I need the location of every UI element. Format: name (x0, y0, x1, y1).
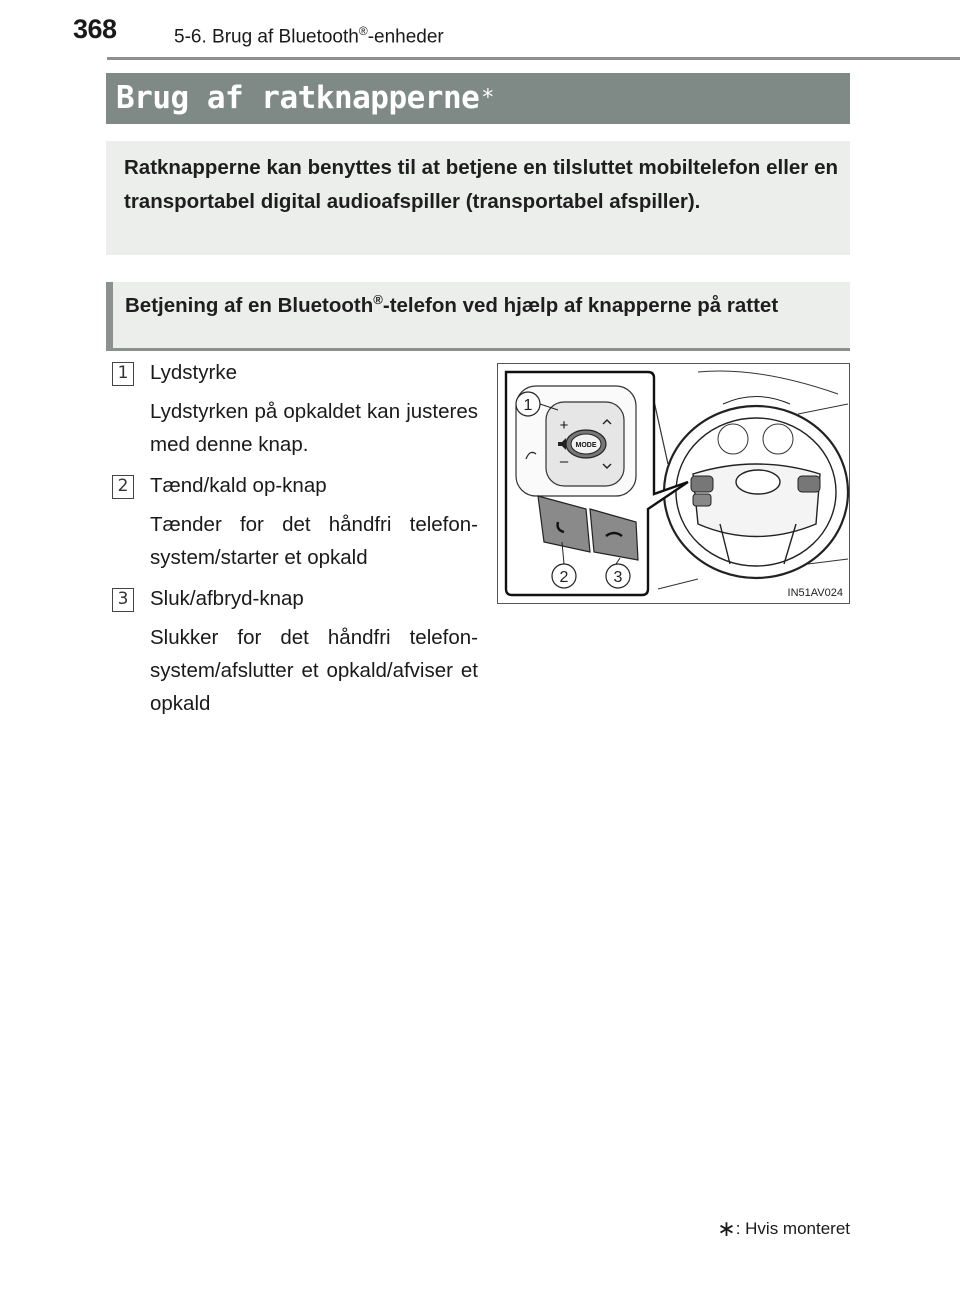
subsection-header (106, 282, 850, 350)
asterisk-icon: ∗ (481, 81, 495, 106)
mode-label: MODE (575, 442, 597, 449)
callout-1: 1 (523, 397, 533, 414)
minus-label: – (559, 453, 569, 470)
asterisk-icon: ∗ (717, 1216, 736, 1241)
page-title: Brug af ratknapperne∗ (116, 80, 495, 116)
page-header (0, 0, 960, 60)
button-list (112, 356, 478, 728)
intro-box (106, 141, 850, 255)
header-divider (107, 57, 960, 60)
item-label: Sluk/afbryd-knap (150, 587, 304, 610)
figure-code: IN51AV024 (787, 587, 843, 599)
item-description: Tænder for det håndfri telefonsystem/starter et opkald (150, 513, 478, 569)
item-label: Lydstyrke (150, 361, 237, 384)
subsection-title: Betjening af en Bluetooth®-telefon ved hjælp af knapperne på rattet (125, 292, 779, 317)
item-number-badge: 1 (112, 362, 134, 386)
item-description: Lydstyrken på opkaldet kan justeres med denne knap. (150, 400, 478, 456)
title-bar (106, 73, 850, 124)
plus-label: + (559, 417, 569, 434)
item-label: Tænd/kald op-knap (150, 474, 327, 497)
intro-text: Ratknapperne kan benyttes til at betjene en tilsluttet mobiltelefon eller en transportabel digital audioafspiller (transportabel afspiller). (124, 156, 838, 213)
callout-2: 2 (559, 569, 569, 586)
steering-wheel-figure (497, 363, 850, 604)
item-number-badge: 3 (112, 588, 134, 612)
footnote: ∗: Hvis monteret (717, 1216, 850, 1241)
item-number-badge: 2 (112, 475, 134, 499)
list-item (112, 356, 478, 461)
item-description: Slukker for det håndfri telefonsystem/afslutter et opkald/afviser et opkald (150, 626, 478, 715)
section-title: 5-6. Brug af Bluetooth®-enheder (174, 24, 444, 48)
list-item (112, 582, 478, 720)
steering-wheel-illustration (498, 364, 850, 604)
list-item (112, 469, 478, 574)
callout-3: 3 (613, 569, 623, 586)
page-number: 368 (73, 14, 117, 44)
subsection-divider (106, 348, 850, 351)
